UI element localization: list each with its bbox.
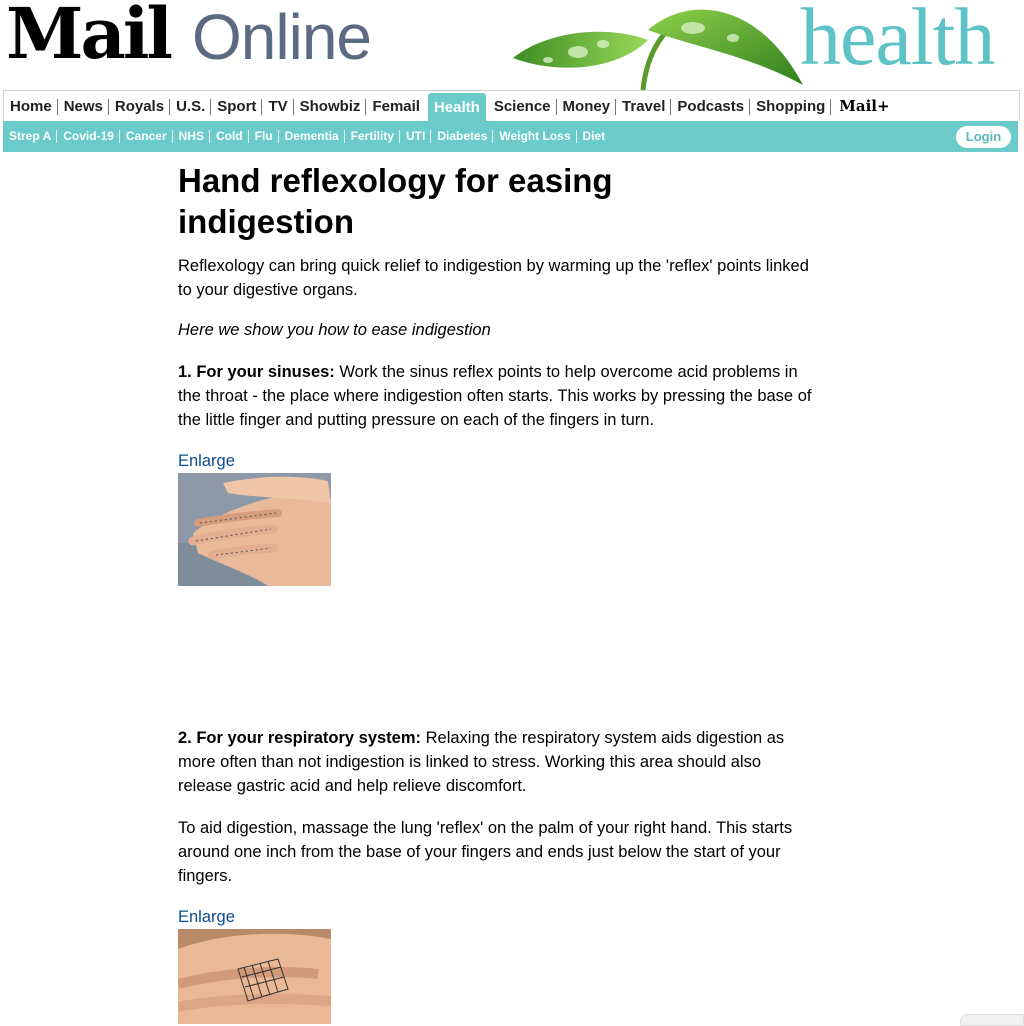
step-2-paragraph <box>178 726 818 798</box>
article <box>178 160 818 926</box>
masthead <box>0 0 1024 90</box>
nav-item-money[interactable]: Money <box>557 91 617 121</box>
nav-item-shopping[interactable]: Shopping <box>750 91 831 121</box>
sub-nav-item-nhs[interactable]: NHS <box>173 121 210 152</box>
login-button[interactable]: Login <box>956 126 1011 148</box>
nav-item-royals[interactable]: Royals <box>109 91 170 121</box>
nav-item-health[interactable]: Health <box>428 93 486 121</box>
health-section-title[interactable]: health <box>800 0 995 82</box>
sub-nav-item-uti[interactable]: UTI <box>400 121 431 152</box>
feedback-tab[interactable] <box>960 1014 1024 1026</box>
sub-nav-item-diabetes[interactable]: Diabetes <box>431 121 493 152</box>
sub-nav-item-covid-19[interactable]: Covid-19 <box>57 121 120 152</box>
enlarge-link-2[interactable]: Enlarge <box>178 908 235 926</box>
hand-lung-image[interactable] <box>178 929 331 1024</box>
nav-item-science[interactable]: Science <box>488 91 557 121</box>
sub-nav-item-fertility[interactable]: Fertility <box>345 121 400 152</box>
enlarge-link-1[interactable]: Enlarge <box>178 452 235 470</box>
sub-nav-item-diet[interactable]: Diet <box>582 129 606 143</box>
primary-nav <box>3 90 1020 121</box>
sub-nav-item-weight-loss[interactable]: Weight Loss <box>493 121 576 152</box>
article-intro: Here we show you how to ease indigestion <box>178 321 491 339</box>
nav-item-podcasts[interactable]: Podcasts <box>671 91 750 121</box>
sub-nav-item-cancer[interactable]: Cancer <box>120 121 173 152</box>
step-1-paragraph <box>178 360 818 432</box>
nav-item-sport[interactable]: Sport <box>211 91 262 121</box>
sub-nav-item-strep-a[interactable]: Strep A <box>3 121 57 152</box>
nav-item-femail[interactable]: Femail <box>372 98 420 115</box>
step-2-extra-paragraph: To aid digestion, massage the lung 'reflex' on the palm of your right hand. This starts around one inch from the base of your fingers and ends just below the start of your fingers. <box>178 819 793 885</box>
step-1-body: Work the sinus reflex points to help overcome acid problems in the throat - the place where indigestion often starts. This works by pressing the base of the little finger and putting pressure on each of the fingers in turn. <box>178 363 812 429</box>
article-headline: Hand reflexology for easing indigestion <box>178 162 613 240</box>
nav-item-tv[interactable]: TV <box>262 91 293 121</box>
health-sub-nav <box>3 121 1018 152</box>
sub-nav-item-flu[interactable]: Flu <box>249 121 279 152</box>
step-1-title: 1. For your sinuses: <box>178 363 335 381</box>
sub-nav-item-dementia[interactable]: Dementia <box>279 121 345 152</box>
sub-nav-item-cold[interactable]: Cold <box>210 121 249 152</box>
nav-item-u-s[interactable]: U.S. <box>170 91 211 121</box>
nav-item-showbiz[interactable]: Showbiz <box>294 91 367 121</box>
mail-logo[interactable]: Mail <box>6 0 171 75</box>
nav-item-news[interactable]: News <box>58 91 109 121</box>
nav-item-travel[interactable]: Travel <box>616 91 671 121</box>
step-2-title: 2. For your respiratory system: <box>178 729 422 747</box>
online-logo[interactable]: Online <box>192 1 371 73</box>
nav-item-mail-plus[interactable]: Mail+ <box>839 97 890 115</box>
step-2-body: Relaxing the respiratory system aids digestion as more often than not indigestion is linked to stress. Working this area should also release gastric acid and help relieve discomfort. <box>178 729 785 795</box>
leaf-icon <box>508 0 828 90</box>
article-lead: Reflexology can bring quick relief to indigestion by warming up the 'reflex' points linked to your digestive organs. <box>178 257 809 299</box>
nav-item-home[interactable]: Home <box>4 91 58 121</box>
hand-sinus-image[interactable] <box>178 473 331 586</box>
